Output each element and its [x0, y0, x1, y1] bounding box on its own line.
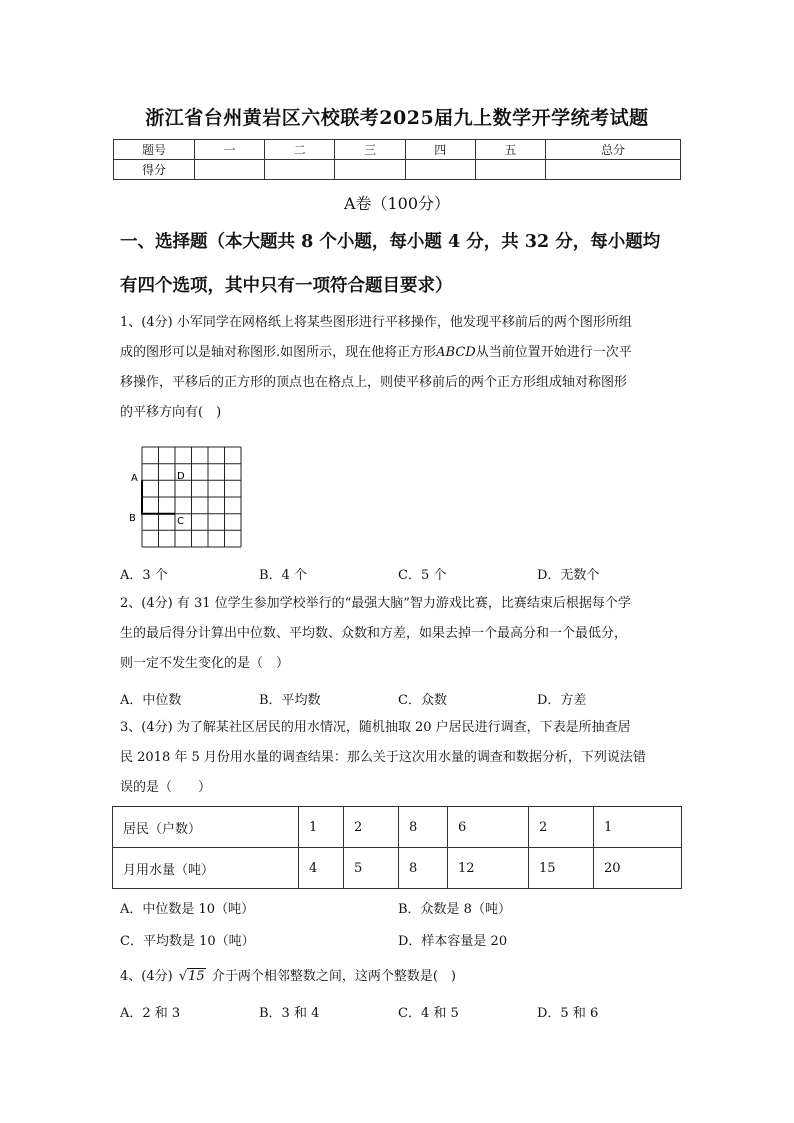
table-cell: 6 — [448, 807, 529, 848]
q1-text: 成的图形可以是轴对称图形.如图所示，现在他将正方形 — [120, 345, 437, 360]
table-cell: 1 — [299, 807, 344, 848]
table-cell: 4 — [299, 848, 344, 889]
q3-line: 误的是（ ） — [120, 780, 212, 795]
score-cell[interactable] — [335, 160, 405, 180]
q1-option-b[interactable]: B．4 个 — [259, 568, 307, 583]
question-4 — [120, 962, 685, 992]
question-2 — [120, 589, 685, 679]
table-cell: 12 — [448, 848, 529, 889]
page-title: 浙江省台州黄岩区六校联考2025届九上数学开学统考试题 — [145, 107, 649, 129]
q4-option-a[interactable]: A．2 和 3 — [120, 1006, 181, 1021]
table-cell: 20 — [594, 848, 682, 889]
vertex-label-a: A — [131, 473, 138, 484]
radical-sign-icon: √ — [178, 969, 188, 984]
vertex-label-b: B — [129, 513, 136, 524]
table-row-label: 月用水量（吨） — [113, 848, 299, 889]
score-cell[interactable] — [475, 160, 545, 180]
q3-option-a[interactable]: A．中位数是 10（吨） — [120, 902, 255, 917]
q1-grid-figure — [125, 444, 250, 550]
q2-option-d[interactable]: D．方差 — [537, 693, 587, 708]
q1-line: 移操作，平移后的正方形的顶点也在格点上，则使平移前后的两个正方形组成轴对称图形 — [120, 375, 628, 390]
table-cell: 8 — [399, 807, 448, 848]
q1-option-c[interactable]: C．5 个 — [398, 568, 447, 583]
vertex-label-d: D — [177, 471, 185, 482]
q4-radicand: 15 — [188, 969, 205, 984]
q1-line — [120, 338, 685, 368]
q1-text: 从当前位置开始进行一次平 — [475, 345, 632, 360]
part1-heading-line2: 有四个选项，其中只有一项符合题目要求） — [120, 276, 453, 296]
table-row-households — [113, 807, 682, 848]
score-header-cell: 四 — [405, 140, 475, 160]
score-header-cell: 三 — [335, 140, 405, 160]
score-cell[interactable] — [405, 160, 475, 180]
part1-heading-line1: 一、选择题（本大题共 8 个小题，每小题 4 分，共 32 分，每小题均 — [120, 232, 661, 252]
table-cell: 2 — [344, 807, 399, 848]
score-table-row — [114, 160, 681, 180]
score-cell[interactable] — [265, 160, 335, 180]
q1-option-a[interactable]: A．3 个 — [120, 568, 168, 583]
question-3 — [120, 713, 685, 803]
score-header-cell: 总分 — [546, 140, 681, 160]
table-cell: 2 — [529, 807, 594, 848]
q4-sqrt — [179, 962, 206, 992]
q2-line: 生的最后得分计算出中位数、平均数、众数和方差，如果去掉一个最高分和一个最低分， — [120, 626, 628, 641]
q2-option-a[interactable]: A．中位数 — [120, 693, 182, 708]
q4-text: 介于两个相邻整数之间，这两个整数是( ) — [211, 969, 456, 984]
score-header-cell: 一 — [195, 140, 265, 160]
score-header-cell: 五 — [475, 140, 545, 160]
score-cell[interactable] — [546, 160, 681, 180]
q4-prefix: 4、(4分) — [120, 969, 173, 984]
q1-line: 1、(4分) 小军同学在网格纸上将某些图形进行平移操作，他发现平移前后的两个图形所组 — [120, 315, 632, 330]
q2-line: 2、(4分) 有 31 位学生参加学校举行的“最强大脑”智力游戏比赛，比赛结束后根据每个学 — [120, 596, 631, 611]
table-cell: 1 — [594, 807, 682, 848]
water-usage-table — [112, 806, 682, 889]
section-a-heading: A卷（100分） — [343, 194, 451, 213]
q2-option-c[interactable]: C．众数 — [398, 693, 447, 708]
table-row-label: 居民（户数） — [113, 807, 299, 848]
q3-option-c[interactable]: C．平均数是 10（吨） — [120, 934, 255, 949]
q1-option-d[interactable]: D．无数个 — [537, 568, 600, 583]
q4-option-b[interactable]: B．3 和 4 — [259, 1006, 320, 1021]
score-row-label: 得分 — [114, 160, 195, 180]
table-cell: 8 — [399, 848, 448, 889]
score-table — [113, 139, 681, 180]
score-table-header-row — [114, 140, 681, 160]
q4-option-d[interactable]: D．5 和 6 — [537, 1006, 599, 1021]
q3-line: 民 2018 年 5 月份用水量的调查结果：那么关于这次用水量的调查和数据分析，下列说法错 — [120, 750, 646, 765]
q3-line: 3、(4分) 为了解某社区居民的用水情况，随机抽取 20 户居民进行调查，下表是所抽查居 — [120, 720, 631, 735]
q2-line: 则一定不发生变化的是（ ） — [120, 656, 290, 671]
q1-variable: ABCD — [436, 345, 476, 360]
vertex-label-c: C — [177, 516, 184, 527]
q3-option-b[interactable]: B．众数是 8（吨） — [398, 902, 511, 917]
score-header-cell: 题号 — [114, 140, 195, 160]
q2-option-b[interactable]: B．平均数 — [259, 693, 321, 708]
q1-line: 的平移方向有( ) — [120, 405, 222, 420]
table-cell: 15 — [529, 848, 594, 889]
table-row-usage — [113, 848, 682, 889]
table-cell: 5 — [344, 848, 399, 889]
q3-option-d[interactable]: D．样本容量是 20 — [398, 934, 508, 949]
question-1 — [120, 308, 685, 428]
score-cell[interactable] — [195, 160, 265, 180]
score-header-cell: 二 — [265, 140, 335, 160]
q4-option-c[interactable]: C．4 和 5 — [398, 1006, 459, 1021]
